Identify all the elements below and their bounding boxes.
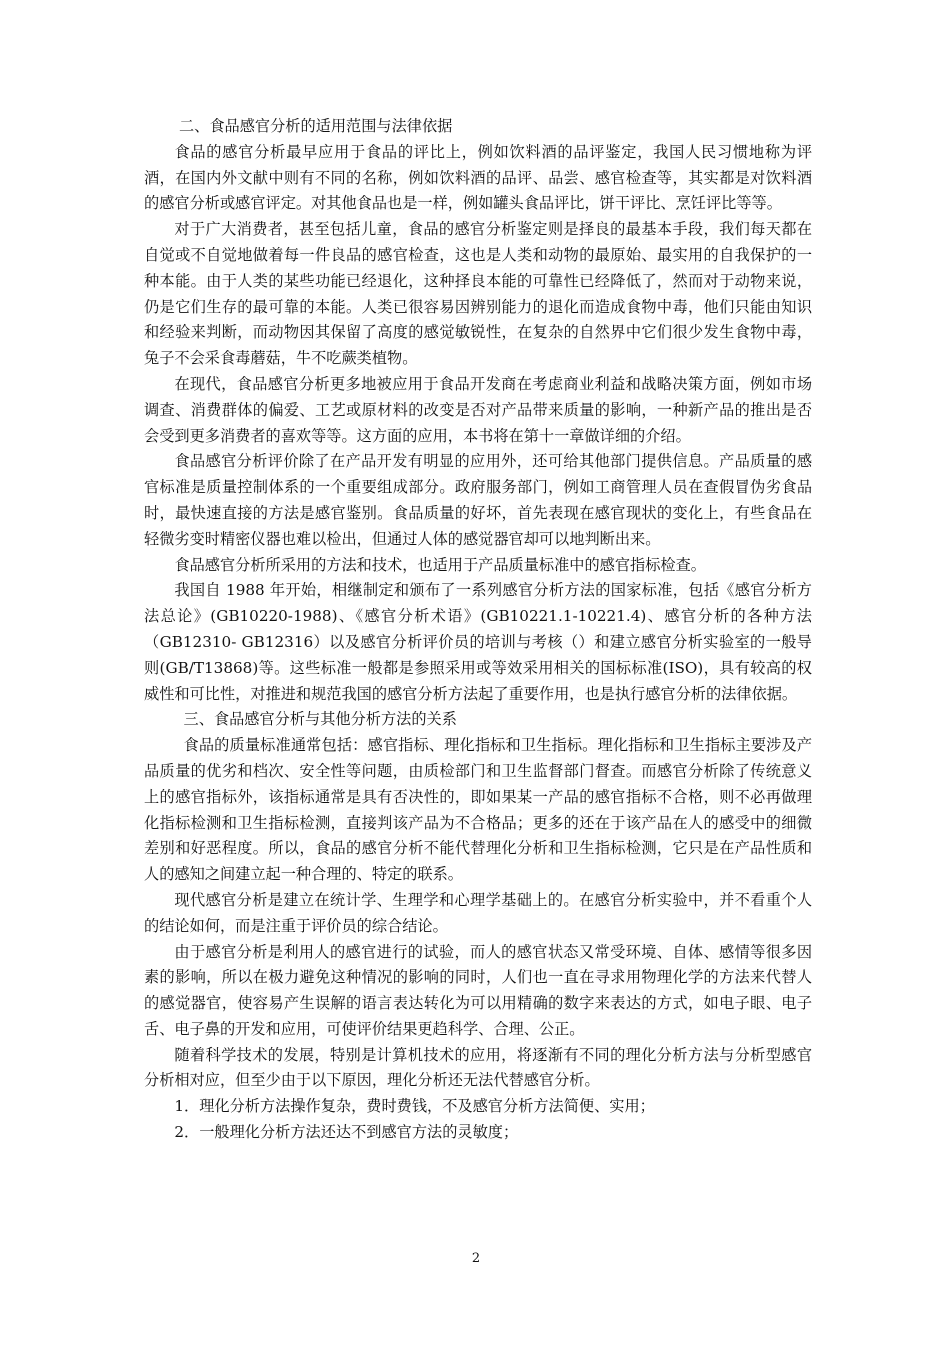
paragraph-9: 由于感官分析是利用人的感官进行的试验，而人的感官状态又常受环境、自体、感情等很多因素的影响，所以在极力避免这种情况的影响的同时，人们也一直在寻求用物理化学的方法来代替人的感觉器官，使容易产生误解的语言表达转化为可以用精确的数字来表达的方式，如电子眼、电子舌、电子鼻的开发和应用，可使评价结果更趋科学、合理、公正。 — [144, 942, 812, 1038]
page-number: 2 — [471, 1251, 481, 1266]
paragraph-8: 现代感官分析是建立在统计学、生理学和心理学基础上的。在感官分析实验中，并不看重个人的结论如何，而是注重于评价员的综合结论。 — [144, 890, 812, 935]
paragraph-10: 随着科学技术的发展，特别是计算机技术的应用，将逐渐有不同的理化分析方法与分析型感官分析相对应，但至少由于以下原因，理化分析还无法代替感官分析。 — [144, 1045, 812, 1090]
paragraph-7: 食品的质量标准通常包括：感官指标、理化指标和卫生指标。理化指标和卫生指标主要涉及产品质量的优劣和档次、安全性等问题，由质检部门和卫生监督部门督查。而感官分析除了传统意义上的感官指标外，该指标通常是具有否决性的，即如果某一产品的感官指标不合格，则不必再做理化指标检测和卫生指标检测，直接判该产品为不合格品；更多的还在于该产品在人的感受中的细微差别和好恶程度。所以，食品的感官分析不能代替理化分析和卫生指标检测，它只是在产品性质和人的感知之间建立起一种合理的、特定的联系。 — [144, 736, 812, 884]
paragraph-1: 食品的感官分析最早应用于食品的评比上，例如饮料酒的品评鉴定，我国人民习惯地称为评酒，在国内外文献中则有不同的名称，例如饮料酒的品评、品尝、感官检查等，其实都是对饮料酒的感官分析或感官评定。对其他食品也是一样，例如罐头食品评比，饼干评比、烹饪评比等等。 — [144, 142, 812, 213]
document-body — [144, 114, 812, 1146]
section-heading-2: 二、食品感官分析的适用范围与法律依据 — [178, 117, 453, 135]
list-item-2: 2．一般理化分析方法还达不到感官方法的灵敏度； — [174, 1123, 519, 1142]
paragraph-3: 在现代，食品感官分析更多地被应用于食品开发商在考虑商业利益和战略决策方面，例如市场调查、消费群体的偏爱、工艺或原材料的改变是否对产品带来质量的影响，一种新产品的推出是否会受到更多消费者的喜欢等等。这方面的应用，本书将在第十一章做详细的介绍。 — [144, 374, 812, 445]
list-item-1: 1．理化分析方法操作复杂，费时费钱，不及感官分析方法简便、实用； — [174, 1097, 655, 1116]
paragraph-2: 对于广大消费者，甚至包括儿童，食品的感官分析鉴定则是择良的最基本手段，我们每天都在自觉或不自觉地做着每一件良品的感官检查，这也是人类和动物的最原始、最实用的自我保护的一种本能。由于人类的某些功能已经退化，这种择良本能的可靠性已经降低了，然而对于动物来说，仍是它们生存的最可靠的本能。人类已很容易因辨别能力的退化而造成食物中毒，他们只能由知识和经验来判断，而动物因其保留了高度的感觉敏锐性，在复杂的自然界中它们很少发生食物中毒，兔子不会采食毒蘑菇，牛不吃蕨类植物。 — [144, 220, 812, 368]
paragraph-6: 我国自 1988 年开始，相继制定和颁布了一系列感官分析方法的国家标准，包括《感官分析方法总论》(GB10220-1988)、《感官分析术语》(GB10221.1-10221.4)、感官分析的各种方法（GB12310- GB12316）以及感官分析评价员的培训与考核（）和建立感官分析实验室的一般导则(GB/T13868)等。这些标准一般都是参照采用或等效采用相关的国标标准(ISO)，具有较高的权威性和可比性，对推进和规范我国的感官分析方法起了重要作用，也是执行感官分析的法律依据。 — [144, 581, 812, 703]
section-heading-3: 三、食品感官分析与其他分析方法的关系 — [183, 710, 457, 729]
paragraph-4: 食品感官分析评价除了在产品开发有明显的应用外，还可给其他部门提供信息。产品质量的感官标准是质量控制体系的一个重要组成部分。政府服务部门，例如工商管理人员在查假冒伪劣食品时，最快速直接的方法是感官鉴别。食品质量的好坏，首先表现在感官现状的变化上，有些食品在轻微劣变时精密仪器也难以检出，但通过人体的感觉器官却可以地判断出来。 — [144, 452, 812, 548]
paragraph-5: 食品感官分析所采用的方法和技术，也适用于产品质量标准中的感官指标检查。 — [174, 555, 706, 574]
